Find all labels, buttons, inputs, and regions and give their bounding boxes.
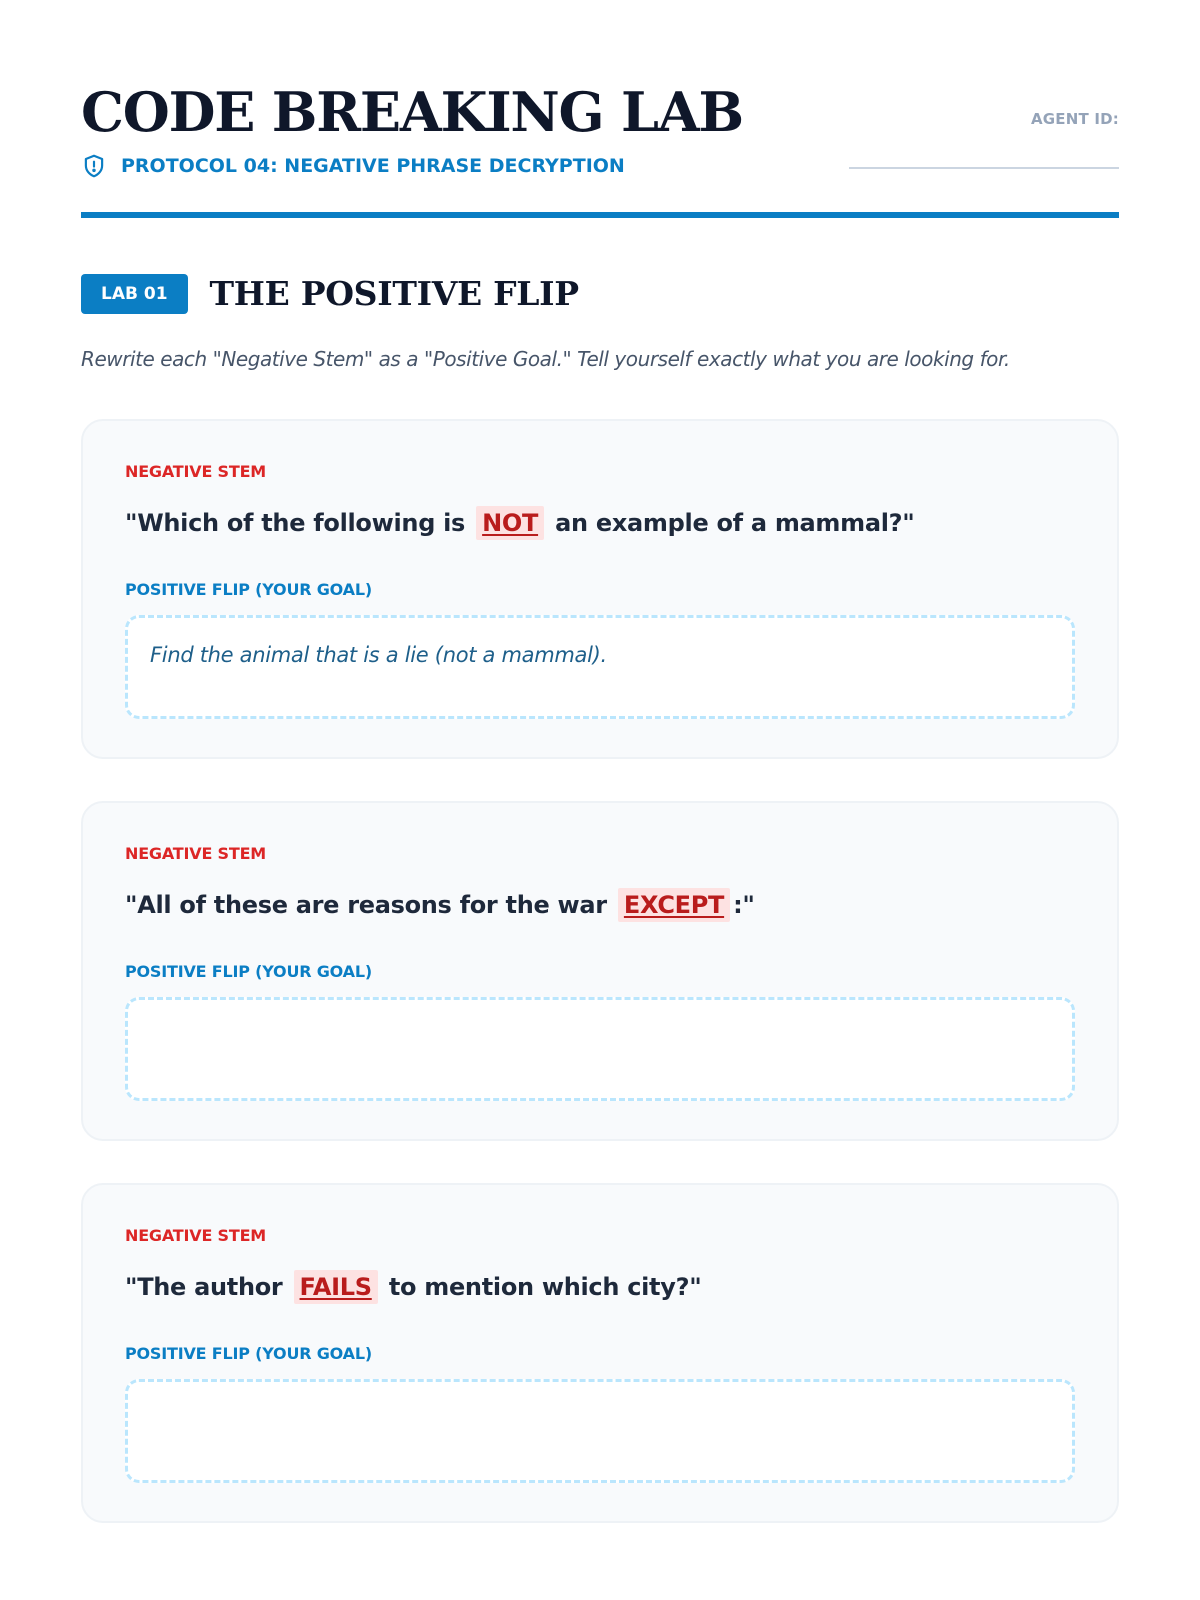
positive-flip-answer-box[interactable]: Find the animal that is a lie (not a mammal). [125,615,1075,719]
negative-keyword: FAILS [294,1270,378,1304]
stem-text-after: an example of a mammal?" [555,509,915,537]
shield-alert-icon [81,153,107,179]
worksheet-header [81,82,1119,218]
positive-flip-answer-box[interactable] [125,997,1075,1101]
positive-flip-label: POSITIVE FLIP (YOUR GOAL) [125,1344,372,1363]
stem-text-after: to mention which city?" [388,1273,702,1301]
negative-stem-question [125,1269,1075,1305]
exercise-card [81,419,1119,759]
stem-text-before: "The author [125,1273,283,1301]
negative-stem-label: NEGATIVE STEM [125,462,267,481]
negative-stem-question [125,887,1075,923]
protocol-subtitle [81,152,625,180]
positive-flip-label: POSITIVE FLIP (YOUR GOAL) [125,580,372,599]
exercise-card [81,801,1119,1141]
lab-badge: LAB 01 [81,274,188,314]
instructions: Rewrite each "Negative Stem" as a "Positive Goal." Tell yourself exactly what you are looking for. [81,347,1010,371]
negative-stem-label: NEGATIVE STEM [125,844,267,863]
stem-text-after: :" [733,891,755,919]
agent-id-label: AGENT ID: [1030,110,1119,128]
page-title: CODE BREAKING LAB [81,80,743,144]
section-heading [81,273,1119,315]
agent-id-field[interactable] [849,109,1119,169]
negative-keyword: NOT [476,506,544,540]
section-title: THE POSITIVE FLIP [209,274,579,313]
stem-text-before: "All of these are reasons for the war [125,891,607,919]
protocol-label: PROTOCOL 04: NEGATIVE PHRASE DECRYPTION [121,155,625,177]
negative-stem-question [125,505,1075,541]
agent-id-line[interactable] [849,167,1119,169]
positive-flip-answer-box[interactable] [125,1379,1075,1483]
negative-stem-label: NEGATIVE STEM [125,1226,267,1245]
positive-flip-label: POSITIVE FLIP (YOUR GOAL) [125,962,372,981]
negative-keyword: EXCEPT [618,888,730,922]
exercise-card [81,1183,1119,1523]
stem-text-before: "Which of the following is [125,509,466,537]
